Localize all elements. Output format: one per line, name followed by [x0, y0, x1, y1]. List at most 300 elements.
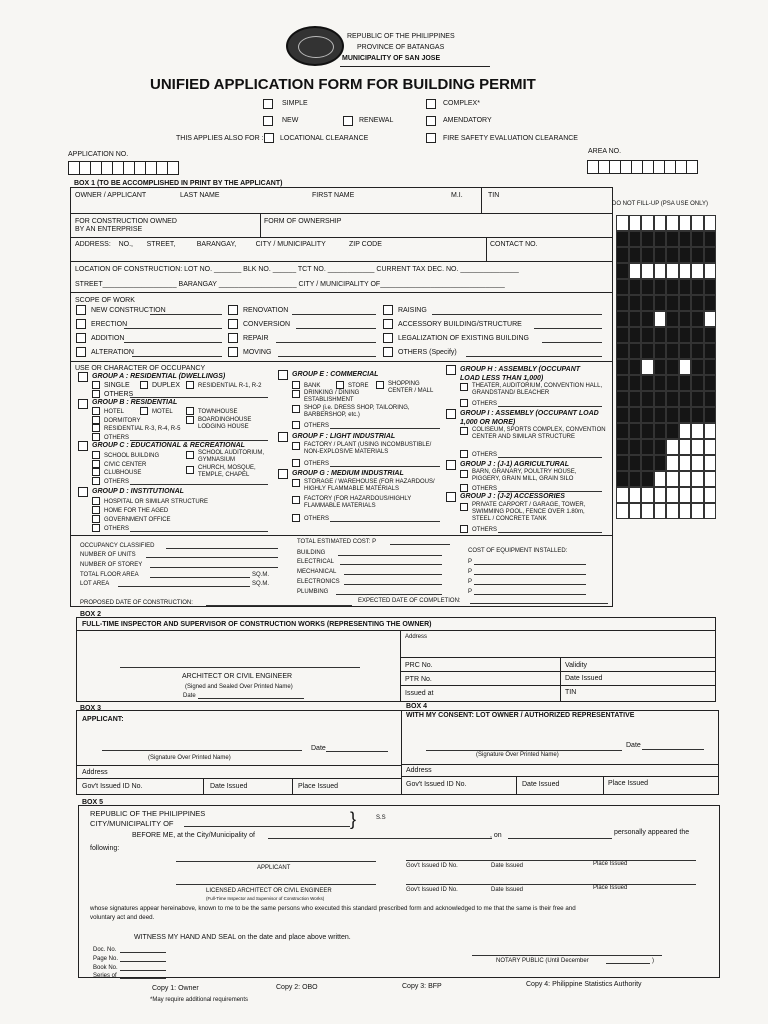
checkbox-barn[interactable] [460, 470, 468, 478]
psa-cell [654, 391, 667, 407]
whose-text: whose signatures appear hereinabove, known to me to be the same persons who executed this standard prescribed form and acknowledged to me that the same is their free and [90, 905, 576, 912]
psa-cell [641, 359, 654, 375]
group-d-aged: HOME FOR THE AGED [104, 508, 169, 514]
scope-others: OTHERS (Specify) [398, 349, 457, 356]
group-j1-others: OTHERS [472, 486, 498, 492]
psa-cell [616, 407, 629, 423]
checkbox-duplex[interactable] [140, 381, 148, 389]
scope-renovation: RENOVATION [243, 307, 289, 314]
total-cost-label: TOTAL ESTIMATED COST: P [297, 539, 377, 545]
group-c-auditorium: SCHOOL AUDITORIUM, GYMNASIUM [198, 450, 265, 463]
psa-cell [679, 391, 692, 407]
psa-cell [691, 407, 704, 423]
group-c-others: OTHERS [104, 479, 130, 485]
psa-cell [629, 295, 642, 311]
box5-place-issued-1: Place Issued [593, 861, 628, 867]
checkbox-new-construction[interactable] [76, 305, 86, 315]
psa-cell [654, 455, 667, 471]
group-e-label: GROUP E : COMMERCIAL [292, 371, 379, 378]
psa-cell [679, 263, 692, 279]
box4-place-issued-label: Place Issued [608, 780, 649, 787]
expected-date-label: EXPECTED DATE OF COMPLETION: [358, 598, 461, 604]
checkbox-home-aged[interactable] [92, 506, 100, 514]
group-h-others: OTHERS [472, 401, 498, 407]
group-f-label: GROUP F : LIGHT INDUSTRIAL [292, 433, 396, 440]
psa-cell [666, 503, 679, 519]
contact-label: CONTACT NO. [490, 241, 538, 248]
box2-heading: FULL-TIME INSPECTOR AND SUPERVISOR OF CONSTRUCTION WORKS (REPRESENTING THE OWNER) [82, 621, 432, 628]
group-i-label: GROUP I : ASSEMBLY (OCCUPANT LOAD 1,000 OR MORE) [460, 410, 599, 426]
psa-cell [666, 247, 679, 263]
box4-date-issued-label: Date Issued [522, 781, 560, 788]
psa-cell [704, 359, 717, 375]
psa-cell [704, 423, 717, 439]
scope-alteration: ALTERATION [91, 349, 134, 356]
psa-cell [629, 231, 642, 247]
equipment-p4: P [468, 589, 473, 595]
checkbox-group-h[interactable] [446, 365, 456, 375]
group-h-label: GROUP H : ASSEMBLY (OCCUPANT LOAD LESS THAN 1,000) [460, 366, 581, 382]
checkbox-clubhouse[interactable] [92, 468, 100, 476]
book-no-label: Book No. [93, 965, 118, 971]
psa-cell [641, 327, 654, 343]
voluntary-text: voluntary act and deed. [90, 914, 155, 921]
checkbox-group-f-others[interactable] [292, 459, 300, 467]
header-republic: REPUBLIC OF THE PHILIPPINES [347, 33, 455, 40]
copy-2: Copy 2: OBO [276, 984, 318, 991]
checkbox-erection[interactable] [76, 319, 86, 329]
first-name-label: FIRST NAME [312, 192, 355, 199]
psa-cell [616, 327, 629, 343]
psa-cell [629, 359, 642, 375]
psa-cell [654, 423, 667, 439]
psa-cell [704, 215, 717, 231]
box3-applicant-label: APPLICANT: [82, 716, 124, 723]
checkbox-group-e-others[interactable] [292, 421, 300, 429]
group-h-theater: THEATER, AUDITORIUM, CONVENTION HALL, GRANDSTAND/ BLEACHER [472, 383, 603, 396]
psa-cell [629, 343, 642, 359]
psa-cell [691, 247, 704, 263]
group-e-shop: SHOP (i.e. DRESS SHOP, TAILORING, BARBERSHOP, etc.) [304, 405, 410, 418]
checkbox-shopping[interactable] [376, 381, 384, 389]
psa-cell [691, 215, 704, 231]
checkbox-group-j1[interactable] [446, 460, 456, 470]
group-b-townhouse: TOWNHOUSE [198, 409, 238, 415]
notary-close: ) [652, 958, 654, 964]
application-no-cells[interactable] [68, 161, 178, 175]
checkbox-church[interactable] [186, 466, 194, 474]
checkbox-group-g-others[interactable] [292, 514, 300, 522]
label-simple: SIMPLE [282, 100, 308, 107]
box2-address-label: Address [405, 634, 428, 640]
psa-cell [704, 471, 717, 487]
psa-cell [616, 439, 629, 455]
issued-at-label: Issued at [405, 690, 434, 697]
group-f-factory: FACTORY / PLANT (USING INCOMBUSTIBLE/ NON-EXPLOSIVE MATERIALS [304, 442, 432, 455]
box5-republic: REPUBLIC OF THE PHILIPPINES [90, 809, 206, 818]
psa-cell [666, 455, 679, 471]
psa-cell [629, 327, 642, 343]
group-j2-others: OTHERS [472, 527, 498, 533]
checkbox-group-i-others[interactable] [460, 450, 468, 458]
psa-note: DO NOT FILL-UP (PSA USE ONLY) [612, 201, 709, 207]
checkbox-school-auditorium[interactable] [186, 451, 194, 459]
cost-building: BUILDING [297, 550, 326, 556]
checkbox-residential-r3[interactable] [92, 424, 100, 432]
psa-cell [704, 311, 717, 327]
box4-signature-label: (Signature Over Printed Name) [476, 752, 559, 758]
box4-govt-id-label: Gov't Issued ID No. [406, 781, 467, 788]
box3-label: BOX 3 [80, 705, 102, 712]
psa-cell [666, 439, 679, 455]
psa-cell [641, 391, 654, 407]
psa-cell [641, 343, 654, 359]
checkbox-hospital[interactable] [92, 497, 100, 505]
box5-city: CITY/MUNICIPALITY OF [90, 819, 174, 828]
psa-cell [629, 407, 642, 423]
psa-cell [691, 439, 704, 455]
label-complex: COMPLEX* [443, 100, 480, 107]
psa-cell [654, 407, 667, 423]
scope-erection: ERECTION [91, 321, 128, 328]
scope-accessory: ACCESSORY BUILDING/STRUCTURE [398, 321, 522, 328]
checkbox-group-b-others[interactable] [92, 433, 100, 441]
checkbox-group-f[interactable] [278, 432, 288, 442]
checkbox-complex[interactable] [426, 99, 436, 109]
lot-area-unit: SQ.M. [252, 581, 270, 587]
psa-cell [666, 359, 679, 375]
psa-cell [666, 391, 679, 407]
box5-place-issued-2: Place Issued [593, 885, 628, 891]
scope-legalization: LEGALIZATION OF EXISTING BUILDING [398, 335, 529, 342]
enterprise-label: FOR CONSTRUCTION OWNED BY AN ENTERPRISE [75, 218, 177, 233]
psa-cell [666, 231, 679, 247]
checkbox-single[interactable] [92, 381, 100, 389]
last-name-label: LAST NAME [180, 192, 220, 199]
ownership-label: FORM OF OWNERSHIP [264, 218, 342, 225]
psa-cell [704, 327, 717, 343]
floor-area-unit: SQ.M. [252, 572, 270, 578]
psa-cell [616, 343, 629, 359]
group-e-drinking: DRINKING / DINING ESTABLISHMENT [304, 390, 360, 403]
checkbox-raising[interactable] [383, 305, 393, 315]
box3-address-label: Address [82, 769, 108, 776]
psa-cell [641, 295, 654, 311]
following-label: following: [90, 845, 120, 852]
psa-cell [629, 471, 642, 487]
checkbox-group-c[interactable] [78, 441, 88, 451]
psa-cell [691, 359, 704, 375]
psa-cell [641, 439, 654, 455]
street-label[interactable]: STREET___________________ BARANGAY ____________________ CITY / MUNICIPALITY OF________________________________ [75, 281, 505, 288]
box5-applicant-label: APPLICANT [257, 865, 291, 871]
psa-cell [616, 295, 629, 311]
psa-cell [629, 263, 642, 279]
group-e-store: STORE [348, 383, 369, 389]
group-a-others: OTHERS [104, 391, 134, 398]
equipment-p3: P [468, 579, 473, 585]
checkbox-storage[interactable] [292, 479, 300, 487]
psa-cell [691, 311, 704, 327]
checkbox-conversion[interactable] [228, 319, 238, 329]
psa-cell [691, 231, 704, 247]
checkbox-amendatory[interactable] [426, 116, 436, 126]
group-d-government: GOVERNMENT OFFICE [104, 517, 171, 523]
checkbox-simple[interactable] [263, 99, 273, 109]
checkbox-motel[interactable] [140, 407, 148, 415]
psa-cell [616, 247, 629, 263]
checkbox-group-j2[interactable] [446, 492, 456, 502]
scope-repair: REPAIR [243, 335, 269, 342]
checkbox-coliseum[interactable] [460, 427, 468, 435]
checkbox-civic-center[interactable] [92, 460, 100, 468]
checkbox-accessory[interactable] [383, 319, 393, 329]
box3-place-issued-label: Place Issued [298, 783, 339, 790]
psa-cell [641, 247, 654, 263]
psa-cell [641, 311, 654, 327]
checkbox-renewal[interactable] [343, 116, 353, 126]
checkbox-shop[interactable] [292, 405, 300, 413]
page-no-label: Page No. [93, 956, 119, 962]
checkbox-group-a[interactable] [78, 372, 88, 382]
checkbox-factory-hazardous[interactable] [292, 496, 300, 504]
group-b-residential: RESIDENTIAL R-3, R-4, R-5 [104, 426, 181, 432]
psa-cell [641, 503, 654, 519]
group-e-others: OTHERS [304, 423, 330, 429]
storey-label: NUMBER OF STOREY [80, 562, 143, 568]
psa-cell [654, 263, 667, 279]
checkbox-group-d[interactable] [78, 487, 88, 497]
checkbox-group-g[interactable] [278, 469, 288, 479]
psa-cell [666, 343, 679, 359]
psa-cell [679, 503, 692, 519]
psa-cell [666, 471, 679, 487]
psa-cell [679, 311, 692, 327]
cost-electronics: ELECTRONICS [297, 579, 340, 585]
witness-text: WITNESS MY HAND AND SEAL on the date and place above written. [134, 934, 351, 941]
checkbox-group-e[interactable] [278, 370, 288, 380]
psa-cell [691, 503, 704, 519]
cost-plumbing: PLUMBING [297, 589, 329, 595]
mi-label: M.I. [451, 192, 463, 199]
group-f-others: OTHERS [304, 461, 330, 467]
equipment-p2: P [468, 569, 473, 575]
group-c-civic: CIVIC CENTER [104, 462, 147, 468]
checkbox-fire-safety[interactable] [426, 133, 436, 143]
psa-cell [691, 375, 704, 391]
psa-cell [704, 439, 717, 455]
group-a-duplex: DUPLEX [152, 382, 181, 389]
area-no-label: AREA NO. [588, 148, 622, 155]
checkbox-drinking[interactable] [292, 390, 300, 398]
group-j2-carport: PRIVATE CARPORT / GARAGE, TOWER, SWIMMING POOL, FENCE OVER 1.80m, STEEL / CONCRETE TANK [472, 502, 586, 522]
psa-cell [679, 359, 692, 375]
psa-cell [679, 327, 692, 343]
checkbox-residential-r1[interactable] [186, 381, 194, 389]
psa-cell [691, 455, 704, 471]
psa-cell [616, 503, 629, 519]
box3-govt-id-label: Gov't Issued ID No. [82, 783, 143, 790]
psa-cell [616, 455, 629, 471]
psa-cell [629, 247, 642, 263]
checkbox-repair[interactable] [228, 333, 238, 343]
psa-cell [704, 247, 717, 263]
checkbox-store[interactable] [336, 381, 344, 389]
psa-cell [691, 423, 704, 439]
group-e-shopping: SHOPPING CENTER / MALL [388, 381, 434, 394]
checkbox-dormitory[interactable] [92, 416, 100, 424]
group-a-single: SINGLE [104, 382, 130, 389]
equipment-label: COST OF EQUIPMENT INSTALLED: [468, 548, 568, 554]
checkbox-theater[interactable] [460, 383, 468, 391]
checkbox-renovation[interactable] [228, 305, 238, 315]
psa-cell [629, 375, 642, 391]
cost-electrical: ELECTRICAL [297, 559, 335, 565]
group-b-label: GROUP B : RESIDENTIAL [92, 399, 178, 406]
psa-cell [704, 279, 717, 295]
header-province: PROVINCE OF BATANGAS [357, 44, 445, 51]
psa-cell [666, 263, 679, 279]
psa-cell [654, 343, 667, 359]
checkbox-group-b[interactable] [78, 399, 88, 409]
scope-addition: ADDITION [91, 335, 125, 342]
location-label[interactable]: LOCATION OF CONSTRUCTION: LOT NO. _______ BLK NO. ______ TCT NO. ____________ CURRENT TAX DEC. NO. _______________ [75, 266, 519, 273]
label-fire-safety: FIRE SAFETY EVALUATION CLEARANCE [443, 135, 578, 142]
psa-cell [616, 487, 629, 503]
group-j2-label: GROUP J : (J-2) ACCESSORIES [460, 493, 565, 500]
group-b-dormitory: DORMITORY [104, 418, 141, 424]
checkbox-townhouse[interactable] [186, 407, 194, 415]
psa-cell [679, 407, 692, 423]
psa-cell [704, 455, 717, 471]
group-i-others: OTHERS [472, 452, 498, 458]
area-no-cells[interactable] [587, 160, 697, 174]
psa-cell [679, 471, 692, 487]
psa-cell [629, 391, 642, 407]
label-renewal: RENEWAL [359, 117, 394, 124]
psa-cell [679, 295, 692, 311]
group-d-label: GROUP D : INSTITUTIONAL [92, 488, 184, 495]
checkbox-boardinghouse[interactable] [186, 416, 194, 424]
psa-cell [641, 375, 654, 391]
psa-cell [679, 215, 692, 231]
psa-cell [704, 391, 717, 407]
psa-cell [654, 247, 667, 263]
floor-area-label: TOTAL FLOOR AREA [80, 572, 139, 578]
box5-date-issued-2: Date Issued [491, 887, 524, 893]
application-no-label: APPLICATION NO. [68, 151, 129, 158]
checkbox-alteration[interactable] [76, 347, 86, 357]
psa-cell [629, 423, 642, 439]
psa-cell [654, 503, 667, 519]
checkbox-factory-plant[interactable] [292, 442, 300, 450]
engineer-date-label: Date [183, 693, 196, 699]
psa-cell [666, 423, 679, 439]
licensed-sub-label: (Full-Time Inspector and Supervisor of Construction Works) [206, 896, 325, 901]
checkbox-others-scope[interactable] [383, 347, 393, 357]
prc-label: PRC No. [405, 662, 433, 669]
psa-cell [691, 263, 704, 279]
psa-cell [679, 423, 692, 439]
checkbox-group-a-others[interactable] [92, 390, 100, 398]
psa-cell [654, 279, 667, 295]
form-title: UNIFIED APPLICATION FORM FOR BUILDING PERMIT [150, 76, 536, 93]
label-amendatory: AMENDATORY [443, 117, 492, 124]
psa-cell [654, 375, 667, 391]
box3-date-label: Date [311, 745, 326, 752]
group-c-church: CHURCH, MOSQUE, TEMPLE, CHAPEL [198, 465, 256, 478]
psa-cell [691, 295, 704, 311]
label-new: NEW [282, 117, 299, 124]
psa-cell [616, 375, 629, 391]
checkbox-legalization[interactable] [383, 333, 393, 343]
psa-cell [616, 359, 629, 375]
psa-cell [641, 279, 654, 295]
checkbox-carport[interactable] [460, 503, 468, 511]
psa-cell [629, 503, 642, 519]
psa-cell [654, 231, 667, 247]
psa-cell [629, 215, 642, 231]
checkbox-group-i[interactable] [446, 409, 456, 419]
psa-cell [629, 455, 642, 471]
address-label: ADDRESS: NO., STREET, BARANGAY, CITY / MUNICIPALITY ZIP CODE [75, 241, 382, 248]
box2-date-issued-label: Date Issued [565, 675, 603, 682]
checkbox-group-d-others[interactable] [92, 524, 100, 532]
cost-mechanical: MECHANICAL [297, 569, 337, 575]
box5-label: BOX 5 [82, 799, 104, 806]
psa-cell [654, 327, 667, 343]
psa-use-only-grid [616, 215, 716, 519]
box5-date-issued-1: Date Issued [491, 863, 524, 869]
occupancy-title: USE OR CHARACTER OF OCCUPANCY [75, 365, 206, 372]
box2-label: BOX 2 [80, 611, 102, 618]
owner-label: OWNER / APPLICANT [75, 192, 147, 199]
group-g-others: OTHERS [304, 516, 330, 522]
group-i-coliseum: COLISEUM, SPORTS COMPLEX, CONVENTION CENTER AND SIMILAR STRUCTURE [472, 427, 606, 440]
checkbox-group-h-others[interactable] [460, 399, 468, 407]
psa-cell [679, 439, 692, 455]
checkbox-addition[interactable] [76, 333, 86, 343]
footer-note: *May require additional requirements [150, 997, 249, 1003]
checkbox-moving[interactable] [228, 347, 238, 357]
psa-cell [704, 295, 717, 311]
box5-bracket: } [350, 809, 357, 829]
group-c-school: SCHOOL BUILDING [104, 453, 160, 459]
appeared-label: personally appeared the [614, 829, 690, 836]
municipal-seal [286, 26, 344, 66]
checkbox-group-j2-others[interactable] [460, 525, 468, 533]
psa-cell [704, 487, 717, 503]
psa-cell [666, 215, 679, 231]
checkbox-group-c-others[interactable] [92, 477, 100, 485]
units-label: NUMBER OF UNITS [80, 552, 136, 558]
psa-cell [704, 407, 717, 423]
checkbox-group-j1-others[interactable] [460, 484, 468, 492]
checkbox-bank[interactable] [292, 381, 300, 389]
checkbox-school-building[interactable] [92, 451, 100, 459]
checkbox-hotel[interactable] [92, 407, 100, 415]
group-d-others: OTHERS [104, 526, 130, 532]
psa-cell [679, 487, 692, 503]
checkbox-new[interactable] [263, 116, 273, 126]
psa-cell [691, 471, 704, 487]
checkbox-locational-clearance[interactable] [264, 133, 274, 143]
scope-moving: MOVING [243, 349, 272, 356]
psa-cell [616, 279, 629, 295]
box4-address-label: Address [406, 767, 432, 774]
box5-ss: S.S [376, 815, 386, 821]
checkbox-government-office[interactable] [92, 515, 100, 523]
